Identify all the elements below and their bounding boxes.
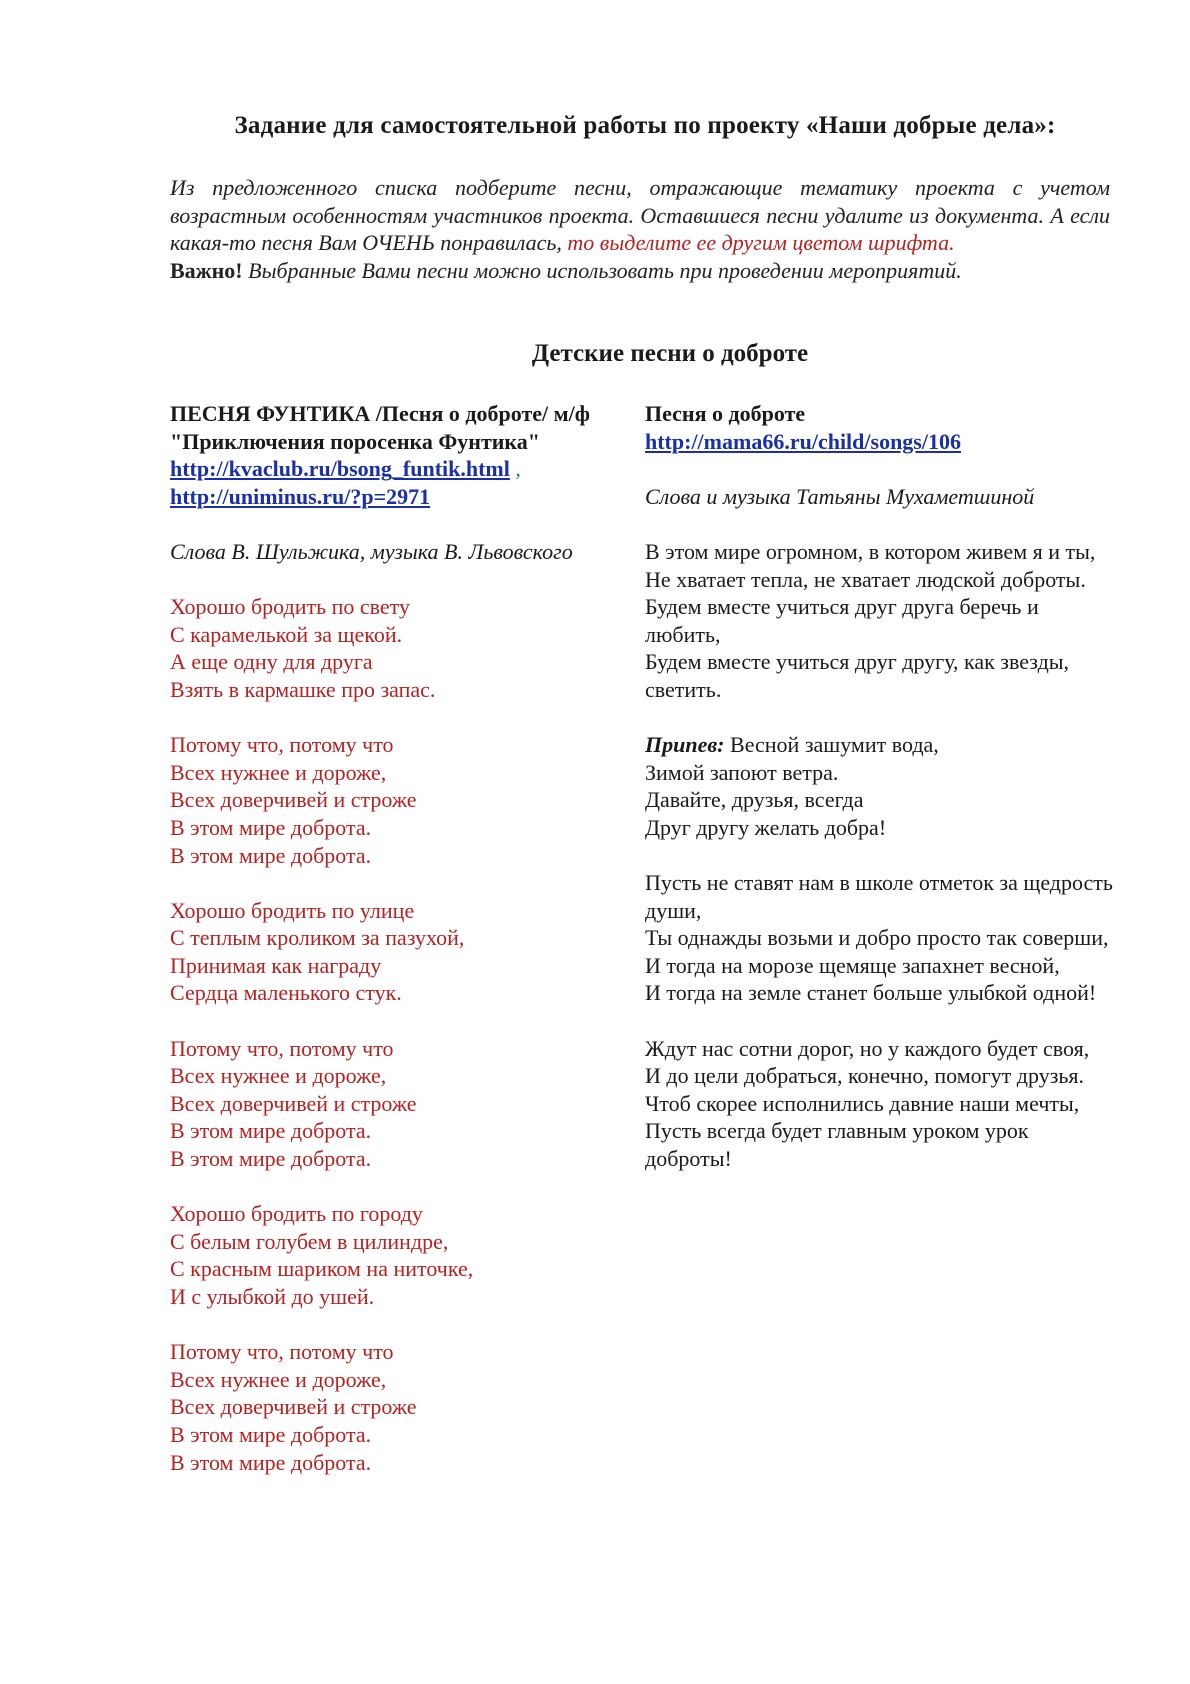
lyric-line: Хорошо бродить по свету <box>170 594 411 620</box>
lyric-line: Пусть всегда будет главным уроком урок доброты! <box>645 1118 1029 1172</box>
lyric-line: Принимая как награду <box>170 952 382 978</box>
lyric-line: Будем вместе учиться друг другу, как звезды, светить. <box>645 649 1070 702</box>
important-text: Выбранные Вами песни можно использовать при проведении мероприятий. <box>248 257 962 283</box>
lyric-line: Давайте, друзья, всегда <box>645 787 864 813</box>
right-song-heading: Песня о доброте <box>645 401 806 426</box>
lyric-line: Ты однажды возьми и добро просто так соверши, <box>645 925 1109 951</box>
verse-2 <box>645 869 1115 1007</box>
left-song-links <box>170 455 640 483</box>
right-song-column <box>645 400 1115 1173</box>
lyric-line: С белым голубем в цилиндре, <box>170 1228 449 1254</box>
lyric-line: Хорошо бродить по городу <box>170 1201 423 1227</box>
lyric-line: В этом мире доброта. <box>170 814 372 840</box>
lyric-line: Сердца маленького стук. <box>170 980 402 1006</box>
right-song-lyrics <box>645 538 1115 1173</box>
lyric-line: Всех нужнее и дороже, <box>170 1366 387 1392</box>
verse-1 <box>645 538 1115 704</box>
lyric-line: Взять в кармашке про запас. <box>170 676 436 702</box>
lyric-line: Всех доверчивей и строже <box>170 787 417 813</box>
lyric-line: Потому что, потому что <box>170 1035 394 1061</box>
chorus-first-line: Весной зашумит вода, <box>730 732 939 758</box>
verse-3 <box>645 1035 1115 1173</box>
stanza <box>170 1200 640 1310</box>
stanza <box>170 1035 640 1173</box>
left-song-column <box>170 400 640 1476</box>
intro-paragraph <box>170 174 1110 284</box>
intro-red-text: то выделите ее другим цветом шрифта. <box>567 230 955 255</box>
lyric-line: Потому что, потому что <box>170 1339 394 1365</box>
left-song-lyrics <box>170 593 640 1476</box>
lyric-line: Всех нужнее и дороже, <box>170 1063 387 1089</box>
lyric-line: С карамелькой за щекой. <box>170 621 403 647</box>
stanza <box>170 897 640 1007</box>
lyric-line: А еще одну для друга <box>170 649 373 675</box>
lyric-line: В этом мире огромном, в котором живем я и ты, <box>645 538 1096 564</box>
left-song-link-2[interactable]: http://uniminus.ru/?p=2971 <box>170 483 431 509</box>
lyric-line: В этом мире доброта. <box>170 1449 372 1475</box>
section-title: Детские песни о доброте <box>531 340 809 367</box>
lyric-line: И до цели добраться, конечно, помогут друзья. <box>645 1063 1085 1089</box>
lyric-line: В этом мире доброта. <box>170 842 372 868</box>
lyric-line: В этом мире доброта. <box>170 1118 372 1144</box>
lyric-line: Всех доверчивей и строже <box>170 1090 417 1116</box>
lyric-line: Не хватает тепла, не хватает людской доброты. <box>645 566 1086 592</box>
link-separator: , <box>515 456 521 482</box>
chorus-label: Припев: <box>645 732 725 758</box>
right-song-link[interactable]: http://mama66.ru/child/songs/106 <box>645 428 961 454</box>
intro-text: Из предложенного списка подберите песни, отражающие тематику проекта с учетом возрастным особенностям участников проекта. Оставшиеся песни удалите из документа. А если какая-то песня Вам ОЧЕНЬ понравилась, <box>170 175 1110 255</box>
lyric-line: И с улыбкой до ушей. <box>170 1284 375 1309</box>
important-label: Важно! <box>170 257 243 283</box>
stanza <box>170 1338 640 1476</box>
chorus <box>645 731 1115 841</box>
lyric-line: Чтоб скорее исполнились давние наши мечты, <box>645 1090 1080 1116</box>
lyric-line: И тогда на земле станет больше улыбкой одной! <box>645 980 1097 1006</box>
lyric-line: Пусть не ставят нам в школе отметок за щедрость души, <box>645 870 1113 923</box>
stanza <box>170 731 640 869</box>
lyric-line: Друг другу желать добра! <box>645 814 887 840</box>
lyric-line: С теплым кроликом за пазухой, <box>170 925 465 951</box>
lyric-line: Всех нужнее и дороже, <box>170 759 387 785</box>
lyric-line: Зимой запоют ветра. <box>645 759 839 785</box>
lyric-line: В этом мире доброта. <box>170 1421 372 1447</box>
page-title: Задание для самостоятельной работы по проекту «Наши добрые дела»: <box>234 112 1056 139</box>
lyric-line: Будем вместе учиться друг друга беречь и любить, <box>645 594 1039 647</box>
stanza <box>170 593 640 703</box>
right-song-credits: Слова и музыка Татьяны Мухаметшиной <box>645 483 1035 509</box>
lyric-line: Ждут нас сотни дорог, но у каждого будет своя, <box>645 1035 1090 1061</box>
lyric-line: И тогда на морозе щемяще запахнет весной, <box>645 952 1060 978</box>
important-note <box>170 257 1110 285</box>
lyric-line: Потому что, потому что <box>170 732 394 758</box>
lyric-line: В этом мире доброта. <box>170 1146 372 1172</box>
lyric-line: С красным шариком на ниточке, <box>170 1256 474 1282</box>
left-song-heading: ПЕСНЯ ФУНТИКА /Песня о доброте/ м/ф "Приключения поросенка Фунтика" <box>170 401 590 454</box>
lyric-line: Всех доверчивей и строже <box>170 1394 417 1420</box>
lyric-line: Хорошо бродить по улице <box>170 897 415 923</box>
left-song-credits: Слова В. Шульжика, музыка В. Львовского <box>170 538 573 564</box>
left-song-link-1[interactable]: http://kvaclub.ru/bsong_funtik.html <box>170 456 510 482</box>
